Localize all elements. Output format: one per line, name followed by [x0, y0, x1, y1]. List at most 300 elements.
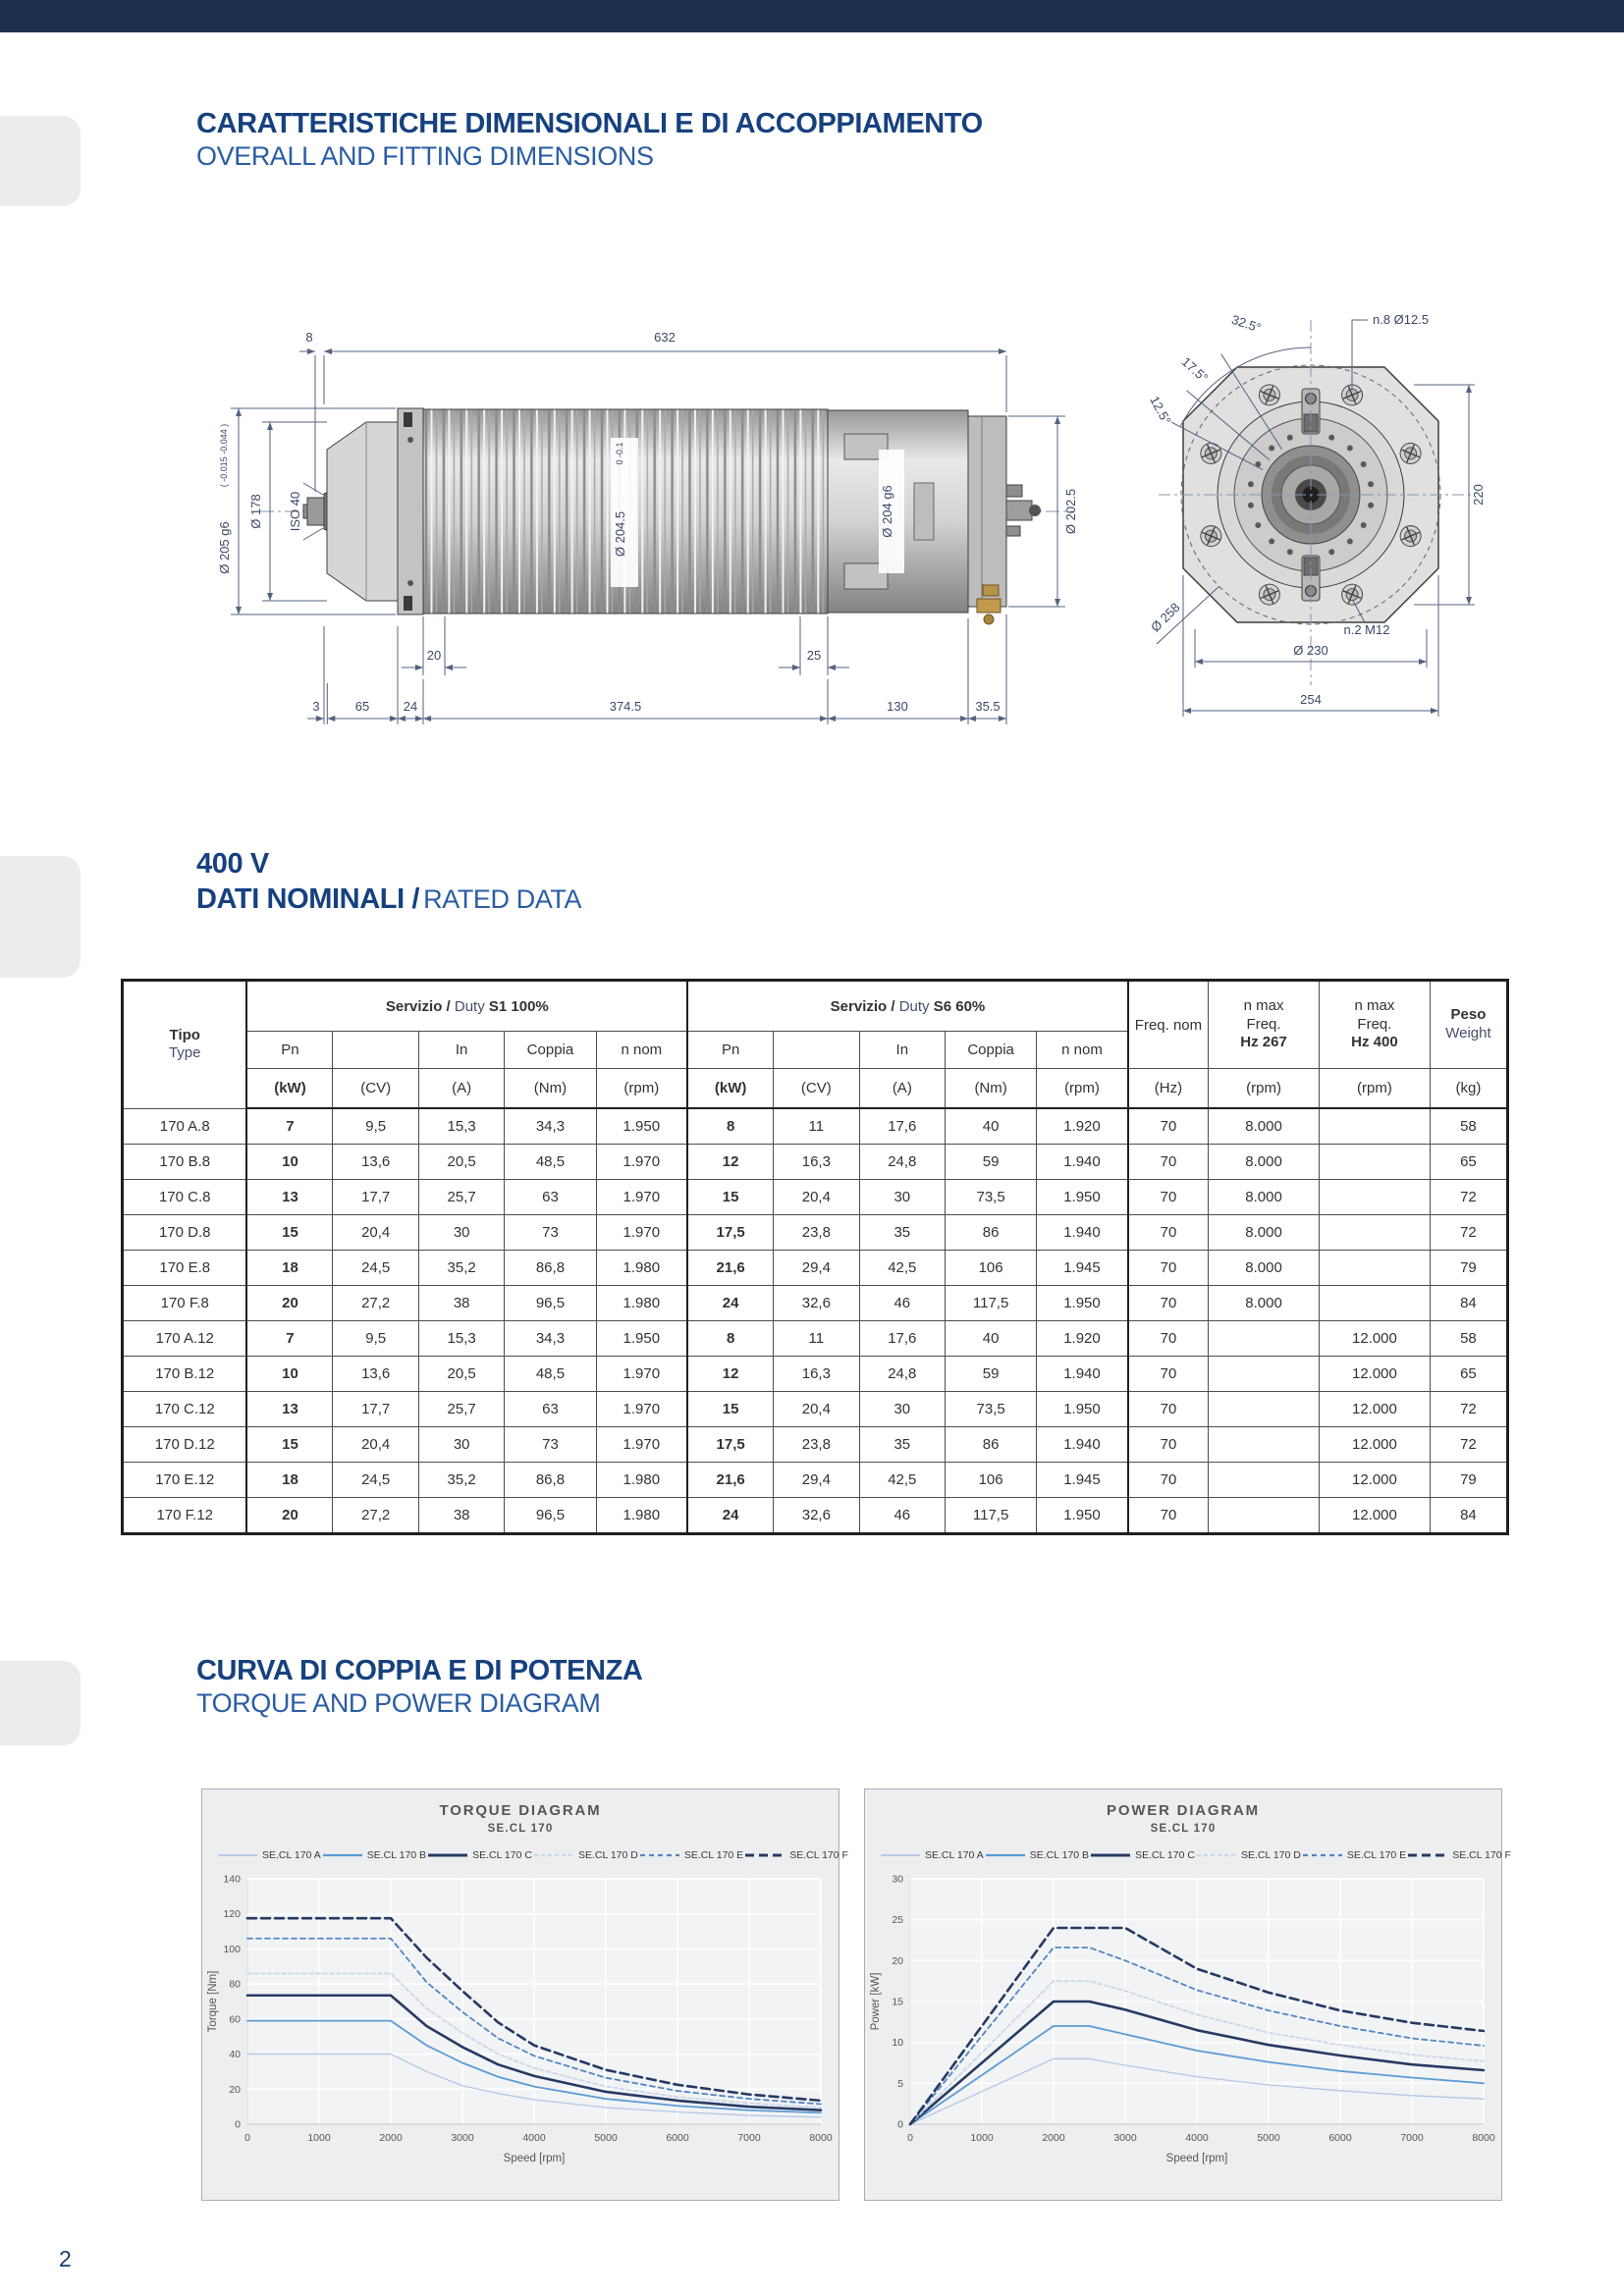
x-tick-label: 2000 — [1042, 2132, 1065, 2144]
legend-line-sample — [532, 1850, 575, 1860]
table-row — [123, 1427, 1508, 1463]
cell-value: 24 — [687, 1498, 773, 1534]
dim-flange-tol-label: ( -0.015 -0.044 ) — [219, 423, 229, 488]
legend-label: SE.CL 170 F — [1452, 1849, 1511, 1861]
x-tick-label: 8000 — [809, 2132, 833, 2144]
y-tick-label: 120 — [223, 1908, 241, 1921]
dim-220-label: 220 — [1471, 484, 1486, 506]
cell-value — [1209, 1463, 1320, 1498]
cell-value: 8.000 — [1209, 1145, 1320, 1180]
cell-value: 42,5 — [859, 1463, 945, 1498]
cell-value: 1.970 — [596, 1215, 687, 1251]
cell-value: 20,4 — [774, 1180, 859, 1215]
legend-line-sample — [426, 1850, 469, 1860]
cell-value: 15 — [246, 1215, 332, 1251]
x-tick-label: 3000 — [451, 2132, 474, 2144]
chart-legend — [202, 1849, 848, 1861]
dim-254-label: 254 — [1300, 692, 1322, 707]
table-row — [123, 1498, 1508, 1534]
cell-value: 48,5 — [505, 1145, 596, 1180]
y-tick-label: 0 — [235, 2118, 241, 2131]
legend-line-sample — [638, 1850, 681, 1860]
col-group-duty-s1: Servizio / Duty S1 100% — [246, 981, 687, 1032]
cell-value: 86 — [946, 1427, 1037, 1463]
chart-subtitle: SE.CL 170 — [487, 1823, 554, 1835]
dim-body-od-label: Ø 204.5 — [613, 510, 627, 558]
legend-line-sample — [321, 1850, 364, 1860]
cell-value: 9,5 — [333, 1108, 418, 1145]
power-chart-panel — [864, 1789, 1511, 2201]
section-tab-rated-data — [0, 856, 81, 978]
unit-rpm-267: (rpm) — [1209, 1069, 1320, 1109]
legend-item — [216, 1849, 321, 1861]
cell-value: 86 — [946, 1215, 1037, 1251]
cell-value: 13,6 — [333, 1357, 418, 1392]
legend-item — [1089, 1849, 1195, 1861]
table-row — [123, 1286, 1508, 1321]
cell-value: 1.980 — [596, 1251, 687, 1286]
cell-value: 117,5 — [946, 1498, 1037, 1534]
legend-item — [879, 1849, 984, 1861]
cell-value: 30 — [418, 1215, 504, 1251]
x-tick-label: 3000 — [1113, 2132, 1137, 2144]
x-tick-label: 0 — [244, 2132, 250, 2144]
torque-plot — [204, 1869, 835, 2169]
voltage-label: 400 V — [196, 848, 269, 880]
cell-value: 70 — [1128, 1427, 1209, 1463]
cell-value — [1320, 1286, 1431, 1321]
cell-value: 32,6 — [774, 1286, 859, 1321]
dim-end-od-label: Ø 202.5 — [1063, 488, 1078, 535]
cell-value — [1209, 1427, 1320, 1463]
cell-value: 8.000 — [1209, 1286, 1320, 1321]
y-tick-label: 0 — [897, 2118, 903, 2131]
cell-value: 70 — [1128, 1215, 1209, 1251]
x-tick-label: 0 — [907, 2132, 913, 2144]
rated-table-body — [123, 1108, 1508, 1534]
unit-cv-s1: (CV) — [333, 1069, 418, 1109]
cell-value: 59 — [946, 1357, 1037, 1392]
cell-value — [1320, 1108, 1431, 1145]
cell-value: 11 — [774, 1321, 859, 1357]
dim-8-label: 8 — [305, 330, 313, 345]
cell-value: 46 — [859, 1286, 945, 1321]
table-row — [123, 1215, 1508, 1251]
cell-value: 20,4 — [774, 1392, 859, 1427]
unit-a-s6: (A) — [859, 1069, 945, 1109]
cell-value: 32,6 — [774, 1498, 859, 1534]
cell-value: 70 — [1128, 1251, 1209, 1286]
chart-title: POWER DIAGRAM — [1107, 1802, 1260, 1819]
legend-label: SE.CL 170 A — [925, 1849, 984, 1861]
y-tick-label: 30 — [892, 1873, 903, 1886]
cell-value: 21,6 — [687, 1463, 773, 1498]
cell-value: 23,8 — [774, 1215, 859, 1251]
cell-value: 73 — [505, 1427, 596, 1463]
cell-value: 1.970 — [596, 1427, 687, 1463]
table-row — [123, 1463, 1508, 1498]
section-tab-dimensions — [0, 116, 81, 206]
cell-value: 46 — [859, 1498, 945, 1534]
cell-value: 63 — [505, 1392, 596, 1427]
table-row — [123, 1392, 1508, 1427]
cell-value: 7 — [246, 1108, 332, 1145]
cell-value: 96,5 — [505, 1286, 596, 1321]
front-view-drawing — [1119, 291, 1512, 727]
cell-value: 16,3 — [774, 1357, 859, 1392]
section-title-it: CARATTERISTICHE DIMENSIONALI E DI ACCOPPIAMENTO — [196, 108, 983, 139]
cell-value: 15 — [246, 1427, 332, 1463]
cell-value — [1209, 1392, 1320, 1427]
cell-value: 35 — [859, 1427, 945, 1463]
cell-value: 12.000 — [1320, 1392, 1431, 1427]
cell-value: 65 — [1430, 1145, 1507, 1180]
dim-holes-label: n.8 Ø12.5 — [1373, 312, 1430, 327]
legend-item — [743, 1849, 848, 1861]
legend-line-sample — [984, 1850, 1027, 1860]
y-tick-label: 15 — [892, 1996, 903, 2008]
cell-value: 30 — [859, 1392, 945, 1427]
dim-20-label: 20 — [426, 648, 442, 663]
cell-value: 40 — [946, 1321, 1037, 1357]
cell-value: 65 — [1430, 1357, 1507, 1392]
legend-item — [1195, 1849, 1301, 1861]
col-header-nnom-s1: n nom — [596, 1032, 687, 1069]
cell-value: 34,3 — [505, 1108, 596, 1145]
cell-value — [1320, 1180, 1431, 1215]
cell-value: 70 — [1128, 1321, 1209, 1357]
cell-value: 73,5 — [946, 1180, 1037, 1215]
cell-type: 170 D.8 — [123, 1215, 247, 1251]
cell-value: 18 — [246, 1251, 332, 1286]
cell-value: 21,6 — [687, 1251, 773, 1286]
cell-value: 34,3 — [505, 1321, 596, 1357]
cell-value: 20,4 — [333, 1427, 418, 1463]
cell-value: 1.945 — [1037, 1251, 1128, 1286]
cell-value: 12.000 — [1320, 1463, 1431, 1498]
cell-value: 72 — [1430, 1427, 1507, 1463]
legend-label: SE.CL 170 D — [577, 1849, 638, 1861]
cell-value: 13,6 — [333, 1145, 418, 1180]
cell-value: 8 — [687, 1108, 773, 1145]
col-group-duty-s6: Servizio / Duty S6 60% — [687, 981, 1128, 1032]
cell-value: 30 — [418, 1427, 504, 1463]
cell-value: 1.945 — [1037, 1463, 1128, 1498]
unit-rpm-s6: (rpm) — [1037, 1069, 1128, 1109]
section-header-rated — [196, 846, 581, 916]
cell-value: 86,8 — [505, 1251, 596, 1286]
dim-rear-od-label: Ø 204 g6 — [880, 485, 894, 538]
cell-value: 12 — [687, 1357, 773, 1392]
unit-rpm-s1: (rpm) — [596, 1069, 687, 1109]
cell-value: 1.920 — [1037, 1108, 1128, 1145]
cell-value: 27,2 — [333, 1286, 418, 1321]
cell-value: 1.950 — [596, 1108, 687, 1145]
cell-value: 12.000 — [1320, 1498, 1431, 1534]
x-tick-label: 4000 — [522, 2132, 546, 2144]
legend-item — [984, 1849, 1089, 1861]
x-tick-label: 6000 — [1328, 2132, 1352, 2144]
cell-type: 170 F.8 — [123, 1286, 247, 1321]
cell-value: 70 — [1128, 1463, 1209, 1498]
cell-value: 8.000 — [1209, 1215, 1320, 1251]
legend-item — [532, 1849, 638, 1861]
y-tick-label: 140 — [223, 1873, 241, 1886]
table-row — [123, 1108, 1508, 1145]
cell-value: 35 — [859, 1215, 945, 1251]
cell-value: 70 — [1128, 1145, 1209, 1180]
cell-type: 170 D.12 — [123, 1427, 247, 1463]
cell-type: 170 C.12 — [123, 1392, 247, 1427]
y-tick-label: 20 — [892, 1954, 903, 1967]
chart-legend — [865, 1849, 1511, 1861]
legend-label: SE.CL 170 C — [1135, 1849, 1195, 1861]
table-row — [123, 1321, 1508, 1357]
cell-value: 106 — [946, 1463, 1037, 1498]
x-axis-title: Speed [rpm] — [1165, 2153, 1228, 2164]
unit-kw-s6: (kW) — [687, 1069, 773, 1109]
power-plot — [867, 1869, 1497, 2169]
section-title-en: OVERALL AND FITTING DIMENSIONS — [196, 141, 654, 172]
cell-value: 70 — [1128, 1392, 1209, 1427]
cell-value: 106 — [946, 1251, 1037, 1286]
dim-angle-325: 32.5° — [1229, 311, 1264, 336]
cell-value: 30 — [859, 1180, 945, 1215]
cell-value: 79 — [1430, 1463, 1507, 1498]
cell-value: 12.000 — [1320, 1357, 1431, 1392]
cell-value: 84 — [1430, 1498, 1507, 1534]
legend-item — [1301, 1849, 1406, 1861]
col-header-type: Tipo Type — [123, 981, 247, 1109]
col-header-nmax-400: n max Freq. Hz 400 — [1320, 981, 1431, 1069]
dim-angle-125: 12.5° — [1147, 393, 1174, 427]
x-tick-label: 7000 — [737, 2132, 761, 2144]
legend-line-sample — [1089, 1850, 1132, 1860]
cell-value: 73 — [505, 1215, 596, 1251]
cell-value: 8.000 — [1209, 1108, 1320, 1145]
cell-value: 58 — [1430, 1321, 1507, 1357]
cell-value: 17,6 — [859, 1321, 945, 1357]
dim-355-label: 35.5 — [975, 699, 1001, 714]
cell-value: 38 — [418, 1286, 504, 1321]
cell-value: 42,5 — [859, 1251, 945, 1286]
cell-value: 20 — [246, 1286, 332, 1321]
cell-value: 79 — [1430, 1251, 1507, 1286]
section-header-curves — [196, 1655, 642, 1720]
cell-value: 40 — [946, 1108, 1037, 1145]
dim-25-label: 25 — [806, 648, 822, 663]
y-tick-label: 5 — [897, 2077, 903, 2090]
dim-flange-od-label: Ø 205 g6 — [217, 521, 232, 574]
cell-value: 8 — [687, 1321, 773, 1357]
cell-value — [1320, 1145, 1431, 1180]
cell-value: 10 — [246, 1145, 332, 1180]
cell-value: 27,2 — [333, 1498, 418, 1534]
cell-value: 70 — [1128, 1357, 1209, 1392]
cell-value: 24,8 — [859, 1357, 945, 1392]
table-row — [123, 1357, 1508, 1392]
cell-type: 170 C.8 — [123, 1180, 247, 1215]
cell-value: 13 — [246, 1180, 332, 1215]
dim-65-label: 65 — [354, 699, 370, 714]
table-row — [123, 1180, 1508, 1215]
section-header-dimensions — [196, 108, 983, 173]
x-tick-label: 2000 — [379, 2132, 403, 2144]
cell-value: 48,5 — [505, 1357, 596, 1392]
cell-value: 1.980 — [596, 1498, 687, 1534]
cell-value: 70 — [1128, 1108, 1209, 1145]
cell-value: 72 — [1430, 1215, 1507, 1251]
unit-kw-s1: (kW) — [246, 1069, 332, 1109]
unit-rpm-400: (rpm) — [1320, 1069, 1431, 1109]
cell-value: 72 — [1430, 1392, 1507, 1427]
legend-line-sample — [1195, 1850, 1238, 1860]
cell-value: 29,4 — [774, 1463, 859, 1498]
cell-value: 12 — [687, 1145, 773, 1180]
cell-value: 84 — [1430, 1286, 1507, 1321]
cell-value: 58 — [1430, 1108, 1507, 1145]
cell-value: 20,5 — [418, 1145, 504, 1180]
cell-value: 1.950 — [596, 1321, 687, 1357]
dim-24-label: 24 — [403, 699, 418, 714]
cell-type: 170 B.12 — [123, 1357, 247, 1392]
cell-value: 86,8 — [505, 1463, 596, 1498]
x-tick-label: 1000 — [307, 2132, 331, 2144]
col-header-pn-s1: Pn — [246, 1032, 332, 1069]
dim-374-label: 374.5 — [609, 699, 642, 714]
dim-130-label: 130 — [887, 699, 908, 714]
col-header-blank-s1 — [333, 1032, 418, 1069]
cell-value: 24,5 — [333, 1251, 418, 1286]
cell-value: 1.970 — [596, 1392, 687, 1427]
unit-kg: (kg) — [1430, 1069, 1507, 1109]
col-header-nnom-s6: n nom — [1037, 1032, 1128, 1069]
col-header-pn-s6: Pn — [687, 1032, 773, 1069]
curves-title-it: CURVA DI COPPIA E DI POTENZA — [196, 1655, 643, 1686]
y-tick-label: 60 — [229, 2013, 241, 2026]
dim-258-label: Ø 258 — [1147, 599, 1183, 635]
cell-value: 10 — [246, 1357, 332, 1392]
cell-value: 12.000 — [1320, 1321, 1431, 1357]
x-tick-label: 5000 — [594, 2132, 618, 2144]
rated-title-en: RATED DATA — [423, 883, 582, 914]
cell-value: 29,4 — [774, 1251, 859, 1286]
cell-value: 1.970 — [596, 1145, 687, 1180]
cell-value: 15 — [687, 1392, 773, 1427]
y-tick-label: 20 — [229, 2083, 241, 2096]
col-header-coppia-s6: Coppia — [946, 1032, 1037, 1069]
chart-title: TORQUE DIAGRAM — [439, 1802, 602, 1819]
rated-data-table — [121, 979, 1509, 1535]
y-axis-title: Torque [Nm] — [207, 1970, 219, 2033]
cell-value: 20,4 — [333, 1215, 418, 1251]
cell-value: 20 — [246, 1498, 332, 1534]
col-header-freq-nom: Freq. nom — [1128, 981, 1209, 1069]
legend-item — [1406, 1849, 1511, 1861]
cell-value: 13 — [246, 1392, 332, 1427]
cell-value: 70 — [1128, 1498, 1209, 1534]
cell-value: 20,5 — [418, 1357, 504, 1392]
legend-label: SE.CL 170 B — [1029, 1849, 1090, 1861]
cell-value: 1.980 — [596, 1463, 687, 1498]
legend-item — [426, 1849, 532, 1861]
table-row — [123, 1251, 1508, 1286]
cell-type: 170 A.8 — [123, 1108, 247, 1145]
cell-value: 70 — [1128, 1180, 1209, 1215]
cell-value: 17,5 — [687, 1427, 773, 1463]
cell-value: 24 — [687, 1286, 773, 1321]
unit-nm-s6: (Nm) — [946, 1069, 1037, 1109]
cell-value: 70 — [1128, 1286, 1209, 1321]
cell-value: 35,2 — [418, 1463, 504, 1498]
y-tick-label: 80 — [229, 1978, 241, 1991]
x-tick-label: 8000 — [1472, 2132, 1495, 2144]
cell-value: 1.950 — [1037, 1286, 1128, 1321]
y-tick-label: 10 — [892, 2037, 903, 2050]
cell-value: 25,7 — [418, 1392, 504, 1427]
cell-value: 59 — [946, 1145, 1037, 1180]
legend-label: SE.CL 170 B — [366, 1849, 427, 1861]
chart-subtitle: SE.CL 170 — [1150, 1823, 1217, 1835]
unit-nm-s1: (Nm) — [505, 1069, 596, 1109]
unit-a-s1: (A) — [418, 1069, 504, 1109]
legend-label: SE.CL 170 F — [789, 1849, 848, 1861]
cell-value — [1320, 1215, 1431, 1251]
cell-value: 63 — [505, 1180, 596, 1215]
x-tick-label: 1000 — [970, 2132, 994, 2144]
cell-value: 1.950 — [1037, 1392, 1128, 1427]
dim-body-tol-label: 0 -0.1 — [615, 442, 624, 465]
dim-angle-175: 17.5° — [1178, 353, 1212, 386]
cell-value: 17,5 — [687, 1215, 773, 1251]
legend-label: SE.CL 170 C — [472, 1849, 532, 1861]
legend-line-sample — [1301, 1850, 1344, 1860]
cell-value: 1.950 — [1037, 1180, 1128, 1215]
motor-body — [303, 408, 1041, 624]
dim-3-label: 3 — [312, 699, 320, 714]
cell-value: 35,2 — [418, 1251, 504, 1286]
cell-value: 25,7 — [418, 1180, 504, 1215]
legend-label: SE.CL 170 A — [262, 1849, 321, 1861]
unit-cv-s6: (CV) — [774, 1069, 859, 1109]
torque-chart-panel — [201, 1789, 848, 2201]
top-banner — [0, 0, 1624, 32]
legend-line-sample — [216, 1850, 259, 1860]
section-tab-curves — [0, 1661, 81, 1745]
table-row — [123, 1145, 1508, 1180]
cell-value: 1.970 — [596, 1180, 687, 1215]
cell-value: 18 — [246, 1463, 332, 1498]
cell-value: 8.000 — [1209, 1180, 1320, 1215]
cell-type: 170 E.12 — [123, 1463, 247, 1498]
x-tick-label: 5000 — [1257, 2132, 1280, 2144]
cell-value: 1.940 — [1037, 1427, 1128, 1463]
legend-line-sample — [1406, 1850, 1449, 1860]
x-tick-label: 7000 — [1400, 2132, 1424, 2144]
legend-label: SE.CL 170 E — [1346, 1849, 1407, 1861]
cell-value — [1209, 1321, 1320, 1357]
legend-item — [638, 1849, 743, 1861]
y-tick-label: 100 — [223, 1943, 241, 1955]
cell-value: 24,8 — [859, 1145, 945, 1180]
cell-value: 12.000 — [1320, 1427, 1431, 1463]
dim-632-label: 632 — [654, 330, 676, 345]
taper-label: ISO 40 — [288, 491, 302, 532]
legend-item — [321, 1849, 426, 1861]
cell-value: 23,8 — [774, 1427, 859, 1463]
y-tick-label: 40 — [229, 2049, 241, 2061]
cell-value: 1.980 — [596, 1286, 687, 1321]
